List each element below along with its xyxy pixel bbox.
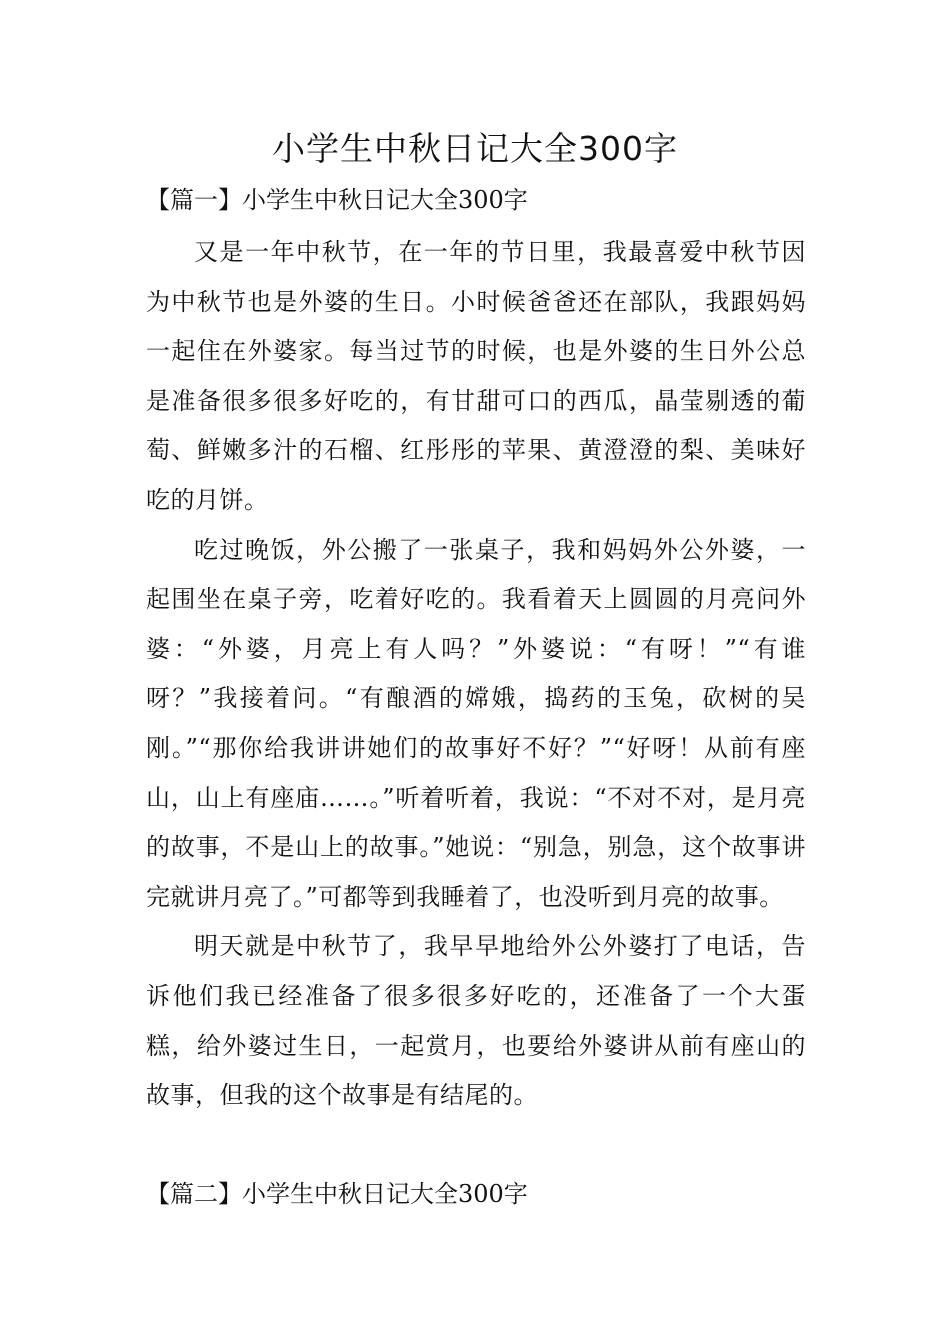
section-heading-1: 【篇一】小学生中秋日记大全300字	[146, 186, 528, 214]
section-1-body	[146, 228, 806, 1121]
section-heading-2: 【篇二】小学生中秋日记大全300字	[146, 1180, 528, 1208]
paragraph-3: 明天就是中秋节了，我早早地给外公外婆打了电话，告诉他们我已经准备了很多很多好吃的，还准备了一个大蛋糕，给外婆过生日，一起赏月，也要给外婆讲从前有座山的故事，但我的这个故事是有结尾的。	[146, 932, 806, 1110]
paragraph-2: 吃过晚饭，外公搬了一张桌子，我和妈妈外公外婆，一起围坐在桌子旁，吃着好吃的。我看着天上圆圆的月亮问外婆：“外婆，月亮上有人吗？”外婆说：“有呀！”“有谁呀？”我接着问。“有酿酒的嫦娥，捣药的玉兔，砍树的吴刚。”“那你给我讲讲她们的故事好不好？”“好呀！从前有座山，山上有座庙……。”听着听着，我说：“不对不对，是月亮的故事，不是山上的故事。”她说：“别急，别急，这个故事讲完就讲月亮了。”可都等到我睡着了，也没听到月亮的故事。	[146, 535, 806, 911]
paragraph-1: 又是一年中秋节，在一年的节日里，我最喜爱中秋节因为中秋节也是外婆的生日。小时候爸爸还在部队，我跟妈妈一起住在外婆家。每当过节的时候，也是外婆的生日外公总是准备很多很多好吃的，有甘甜可口的西瓜，晶莹剔透的葡萄、鲜嫩多汁的石榴、红彤彤的苹果、黄澄澄的梨、美味好吃的月饼。	[146, 238, 806, 514]
document-title: 小学生中秋日记大全300字	[272, 129, 678, 168]
